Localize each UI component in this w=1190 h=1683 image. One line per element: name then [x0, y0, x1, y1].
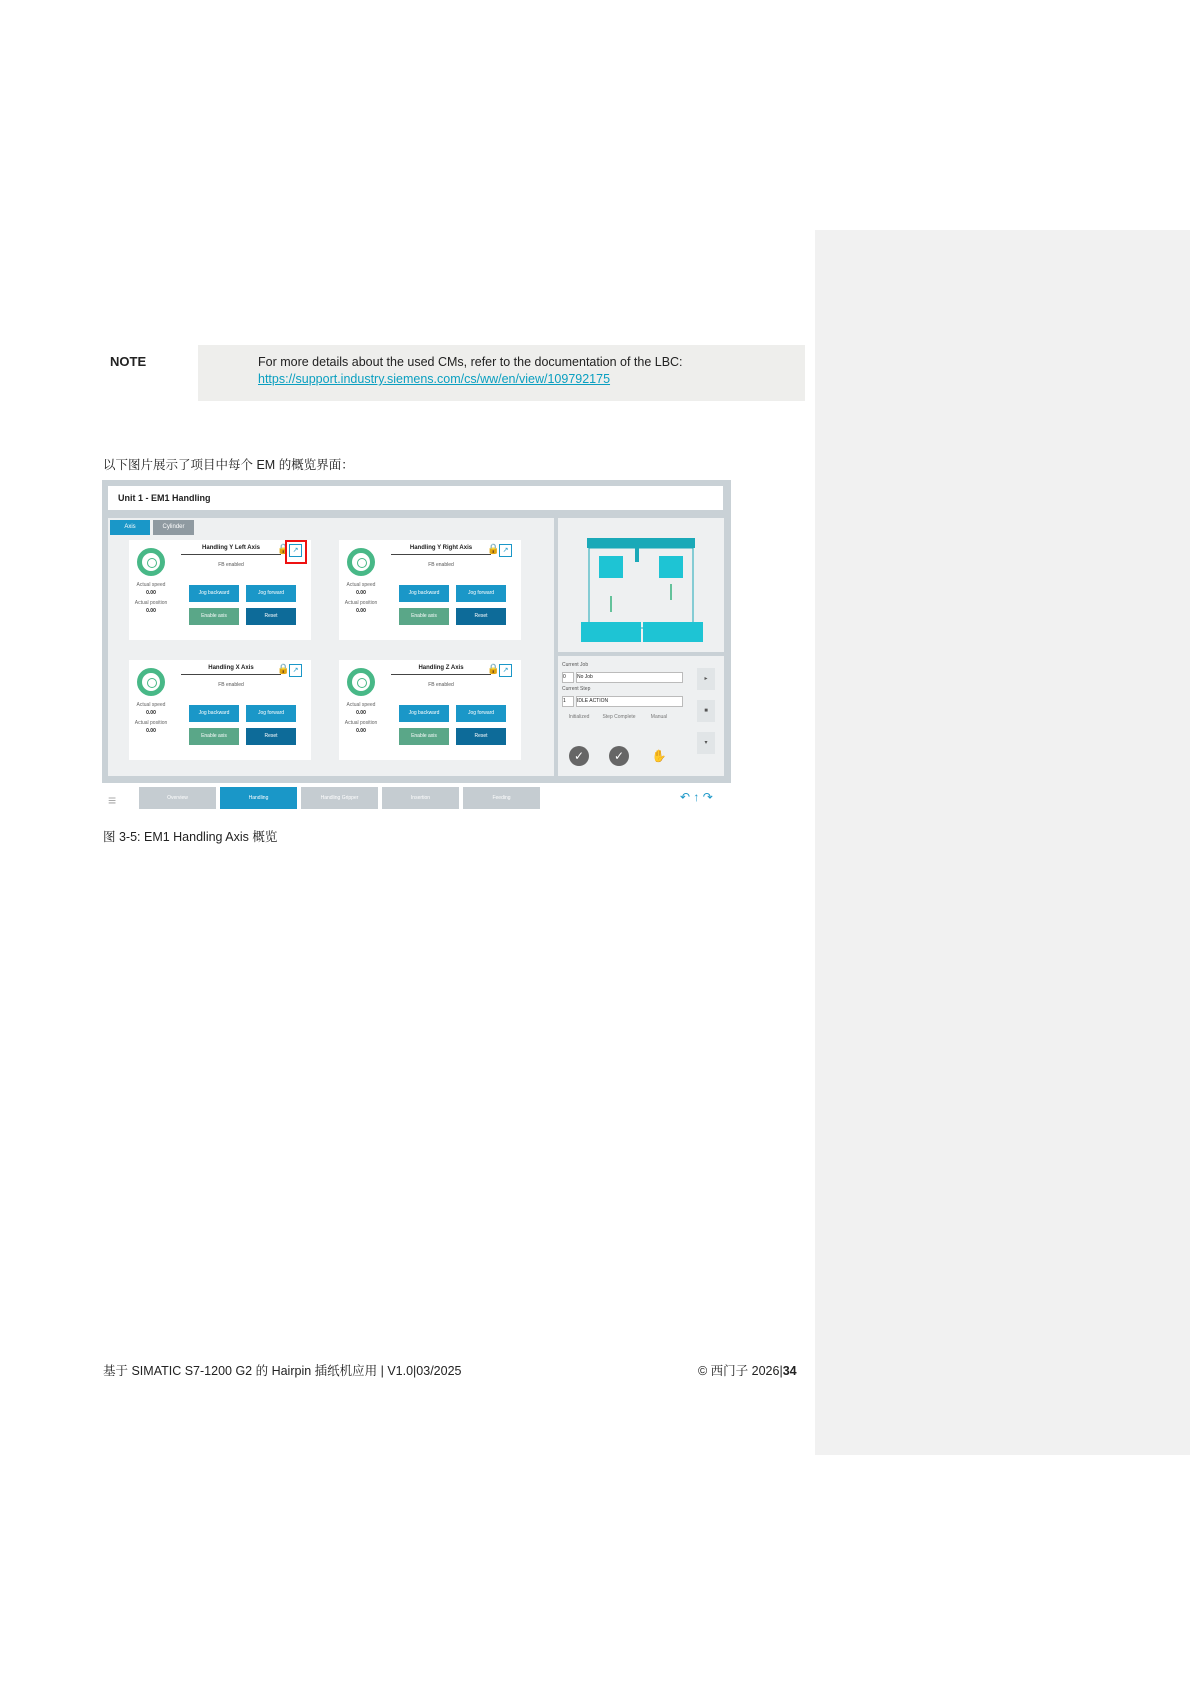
jog-forward-button[interactable]: Jog forward	[456, 585, 506, 602]
axis-name: Handling X Axis	[181, 665, 281, 675]
check-icon: ✓	[609, 746, 629, 766]
axis-status: FB enabled	[218, 562, 244, 568]
tab-axis[interactable]: Axis	[110, 520, 150, 535]
enable-axis-button[interactable]: Enable axis	[189, 728, 239, 745]
manual-label: Manual	[650, 714, 668, 720]
axis-card-y-right	[339, 540, 521, 640]
hmi-navbar	[102, 783, 731, 813]
current-step-id: 1	[562, 696, 574, 707]
axis-name: Handling Y Left Axis	[181, 545, 281, 555]
nav-handling-gripper[interactable]: Handling Gripper	[301, 787, 378, 809]
nav-insertion[interactable]: Insertion	[382, 787, 459, 809]
current-step-value: IDLE ACTION	[576, 696, 683, 707]
position-value: 0.00	[356, 728, 366, 734]
axis-card-y-left	[129, 540, 311, 640]
speed-value: 0.00	[356, 590, 366, 596]
state-button-1[interactable]: ▸	[697, 668, 715, 690]
jog-forward-button[interactable]: Jog forward	[246, 705, 296, 722]
speed-label: Actual speed	[136, 582, 166, 588]
figure-caption: 图 3-5: EM1 Handling Axis 概览	[103, 830, 278, 844]
jog-forward-button[interactable]: Jog forward	[246, 585, 296, 602]
current-job-label: Current Job	[562, 662, 589, 668]
speed-value: 0.00	[356, 710, 366, 716]
speed-label: Actual speed	[346, 582, 376, 588]
step-complete-label: Step Complete	[602, 714, 636, 720]
highlight-box	[285, 540, 307, 564]
footer-copyright: © 西门子 2026|	[698, 1364, 783, 1378]
hand-icon: ✋	[651, 749, 667, 763]
initialized-label: Initialized	[568, 714, 590, 720]
axis-card-z	[339, 660, 521, 760]
speed-value: 0.00	[146, 590, 156, 596]
speed-label: Actual speed	[136, 702, 166, 708]
enable-axis-button[interactable]: Enable axis	[399, 608, 449, 625]
comment-margin	[815, 230, 1190, 1455]
nav-feeding[interactable]: Feeding	[463, 787, 540, 809]
axis-status-ring-icon	[137, 548, 165, 576]
axis-status: FB enabled	[428, 562, 454, 568]
page-number: 34	[782, 1364, 797, 1378]
reset-button[interactable]: Reset	[456, 728, 506, 745]
footer-left: 基于 SIMATIC S7-1200 G2 的 Hairpin 插纸机应用 | V1.0|03/2025	[103, 1364, 462, 1378]
lock-icon[interactable]: 🔒	[487, 544, 500, 555]
reset-button[interactable]: Reset	[246, 608, 296, 625]
nav-overview[interactable]: Overview	[139, 787, 216, 809]
axis-status-ring-icon	[347, 668, 375, 696]
jog-backward-button[interactable]: Jog backward	[189, 705, 239, 722]
position-label: Actual position	[134, 720, 168, 726]
axis-card-x	[129, 660, 311, 760]
axis-status-ring-icon	[137, 668, 165, 696]
open-detail-icon[interactable]: ↗	[499, 664, 512, 677]
position-value: 0.00	[146, 608, 156, 614]
axis-name: Handling Y Right Axis	[391, 545, 491, 555]
current-step-label: Current Step	[562, 686, 591, 692]
enable-axis-button[interactable]: Enable axis	[399, 728, 449, 745]
position-label: Actual position	[134, 600, 168, 606]
check-icon: ✓	[569, 746, 589, 766]
open-detail-icon[interactable]: ↗	[289, 664, 302, 677]
lock-icon[interactable]: 🔒	[277, 664, 290, 675]
state-button-3[interactable]: ▾	[697, 732, 715, 754]
axis-status-ring-icon	[347, 548, 375, 576]
jog-backward-button[interactable]: Jog backward	[399, 705, 449, 722]
open-detail-icon[interactable]: ↗	[289, 544, 302, 557]
menu-icon[interactable]: ≡	[108, 792, 117, 808]
reset-button[interactable]: Reset	[246, 728, 296, 745]
hmi-title: Unit 1 - EM1 Handling	[108, 486, 723, 510]
hmi-screenshot	[102, 480, 731, 783]
lock-icon[interactable]: 🔒	[277, 544, 290, 555]
nav-handling[interactable]: Handling	[220, 787, 297, 809]
machine-diagram	[577, 536, 705, 643]
position-label: Actual position	[344, 720, 378, 726]
axis-name: Handling Z Axis	[391, 665, 491, 675]
speed-value: 0.00	[146, 710, 156, 716]
jog-forward-button[interactable]: Jog forward	[456, 705, 506, 722]
jog-backward-button[interactable]: Jog backward	[189, 585, 239, 602]
open-detail-icon[interactable]: ↗	[499, 544, 512, 557]
jog-backward-button[interactable]: Jog backward	[399, 585, 449, 602]
axis-status: FB enabled	[428, 682, 454, 688]
nav-tools-icon[interactable]: ↶ ↑ ↷	[680, 790, 713, 804]
current-job-value: No Job	[576, 672, 683, 683]
state-button-2[interactable]: ■	[697, 700, 715, 722]
tab-cylinder[interactable]: Cylinder	[153, 520, 194, 535]
axis-status: FB enabled	[218, 682, 244, 688]
note-text	[258, 354, 683, 388]
position-value: 0.00	[356, 608, 366, 614]
note-label: NOTE	[110, 354, 147, 369]
position-value: 0.00	[146, 728, 156, 734]
reset-button[interactable]: Reset	[456, 608, 506, 625]
note-link[interactable]: https://support.industry.siemens.com/cs/ww/en/view/109792175	[258, 372, 611, 386]
note-body: For more details about the used CMs, refer to the documentation of the LBC:	[258, 355, 683, 369]
intro-text: 以下图片展示了项目中每个 EM 的概览界面：	[103, 458, 354, 472]
speed-label: Actual speed	[346, 702, 376, 708]
lock-icon[interactable]: 🔒	[487, 664, 500, 675]
enable-axis-button[interactable]: Enable axis	[189, 608, 239, 625]
footer-right	[698, 1361, 797, 1379]
current-job-id: 0	[562, 672, 574, 683]
position-label: Actual position	[344, 600, 378, 606]
